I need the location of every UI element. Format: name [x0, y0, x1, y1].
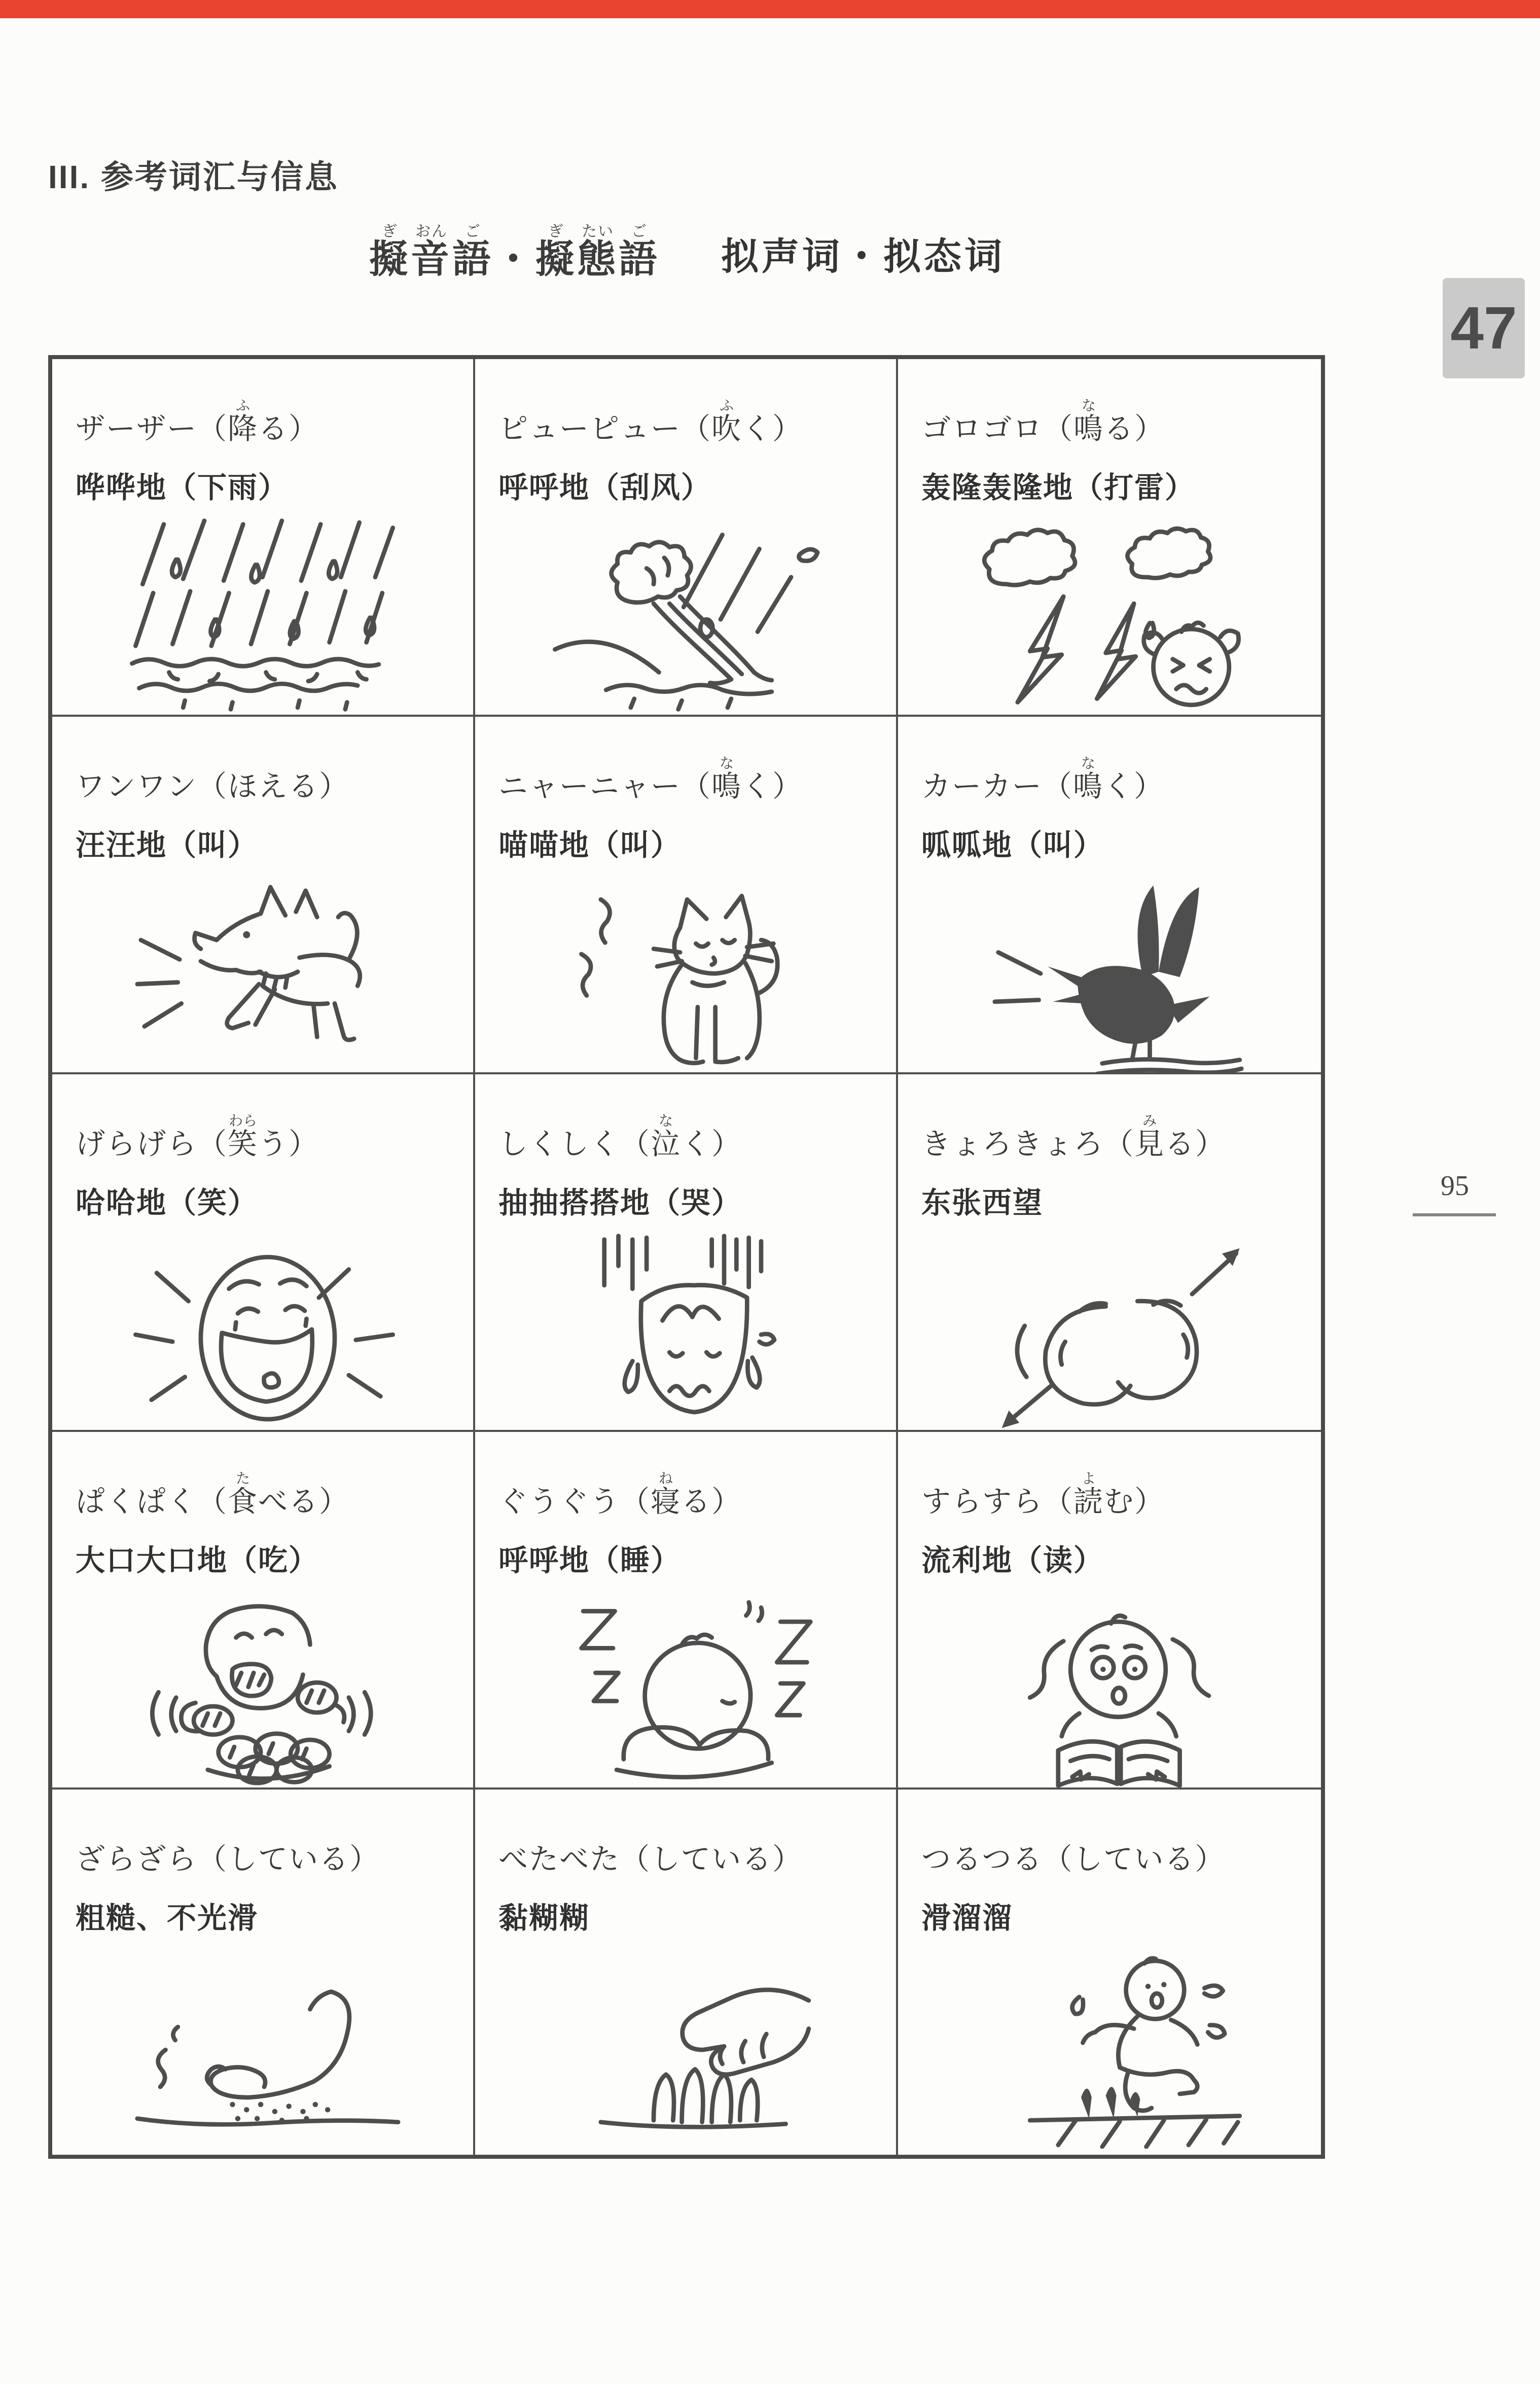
onomatopoeia-japanese: ざらざら（している）: [76, 1843, 380, 1876]
translation-chinese: 流利地（读）: [921, 1544, 1104, 1577]
onomatopoeia-japanese: カーカー（ 鳴な く）: [921, 755, 1164, 803]
vocab-cell-read: [898, 1432, 1321, 1790]
vocab-cell-crow: [898, 717, 1321, 1074]
meowing-cat-illustration: [550, 873, 832, 1074]
vocab-cell-rain: [52, 359, 475, 717]
vocab-cell-dog: [52, 717, 475, 1074]
sobbing-face-illustration: [550, 1231, 832, 1432]
heavy-rain-illustration: [127, 515, 409, 717]
translation-chinese: 哗哗地（下雨）: [76, 471, 289, 504]
vocab-cell-slippery: [898, 1790, 1321, 2155]
onomatopoeia-japanese: しくしく（ 泣な く）: [498, 1113, 742, 1161]
thunder-lightning-illustration: [974, 515, 1256, 717]
laughing-face-illustration: [127, 1231, 409, 1432]
page-number: 95: [1441, 1170, 1469, 1202]
vocab-cell-sticky: [475, 1790, 898, 2155]
onomatopoeia-japanese: ぱくぱく（ 食た べる）: [76, 1470, 350, 1518]
onomatopoeia-japanese: ニャーニャー（ 鳴な く）: [498, 755, 803, 803]
onomatopoeia-japanese: すらすら（ 読よ む）: [921, 1470, 1165, 1518]
vocab-cell-eat: [52, 1432, 475, 1790]
onomatopoeia-japanese: ザーザー（ 降ふ る）: [76, 398, 319, 445]
onomatopoeia-japanese: ぐうぐう（ 寝ね る）: [498, 1470, 742, 1518]
onomatopoeia-japanese: げらげら（ 笑わら う）: [76, 1113, 319, 1161]
slippery-slip-illustration: [974, 1946, 1256, 2149]
onomatopoeia-japanese: ワンワン（ほえる）: [76, 770, 350, 803]
translation-chinese: 呼呼地（睡）: [498, 1544, 682, 1577]
translation-chinese: 粗糙、不光滑: [76, 1902, 259, 1935]
translation-chinese: 喵喵地（叫）: [498, 829, 682, 862]
translation-chinese: 滑溜溜: [921, 1902, 1013, 1935]
onomatopoeia-japanese: べたべた（している）: [498, 1843, 803, 1876]
page-top-red-bar: [0, 0, 1540, 18]
onomatopoeia-table: [48, 355, 1325, 2159]
sticky-hand-illustration: [550, 1946, 832, 2149]
vocab-cell-laugh: [52, 1074, 475, 1432]
translation-chinese: 大口大口地（吃）: [76, 1544, 319, 1577]
barking-dog-illustration: [127, 873, 409, 1074]
translation-chinese: 哈哈地（笑）: [76, 1186, 259, 1219]
title-chinese: 拟声词・拟态词: [721, 236, 1005, 278]
rough-surface-illustration: [127, 1946, 409, 2149]
onomatopoeia-japanese: きょろきょろ（ 見み る）: [921, 1113, 1226, 1161]
looking-around-illustration: [974, 1231, 1256, 1432]
section-header: III. 参考词汇与信息: [48, 159, 339, 195]
vocab-cell-sleep: [475, 1432, 898, 1790]
translation-chinese: 黏糊糊: [498, 1902, 590, 1935]
onomatopoeia-japanese: つるつる（している）: [921, 1843, 1226, 1876]
page-number-rule: [1413, 1213, 1496, 1216]
translation-chinese: 东张西望: [921, 1186, 1044, 1219]
vocab-cell-thunder: [898, 359, 1321, 717]
title-japanese: 擬ぎ 音おん 語ご ・ 擬ぎ 態たい 語ご: [369, 223, 660, 281]
reading-aloud-illustration: [974, 1588, 1256, 1790]
chapter-number-badge: 47: [1443, 278, 1525, 378]
sleeping-snoring-illustration: [550, 1588, 832, 1790]
eating-mouthfuls-illustration: [127, 1588, 409, 1790]
onomatopoeia-japanese: ゴロゴロ（ 鳴な る）: [921, 398, 1165, 445]
vocab-cell-wind: [475, 359, 898, 717]
translation-chinese: 抽抽搭搭地（哭）: [498, 1186, 742, 1219]
cawing-crow-illustration: [974, 873, 1256, 1074]
onomatopoeia-japanese: ピューピュー（ 吹ふ く）: [498, 398, 803, 445]
translation-chinese: 轰隆轰隆地（打雷）: [921, 471, 1196, 504]
translation-chinese: 呱呱地（叫）: [921, 829, 1104, 862]
translation-chinese: 汪汪地（叫）: [76, 829, 259, 862]
vocab-cell-cry: [475, 1074, 898, 1432]
vocab-cell-look-around: [898, 1074, 1321, 1432]
translation-chinese: 呼呼地（刮风）: [498, 471, 712, 504]
vocab-cell-rough: [52, 1790, 475, 2155]
wind-blowing-tree-illustration: [550, 515, 832, 717]
page-title: [48, 223, 1326, 284]
vocab-cell-cat: [475, 717, 898, 1074]
